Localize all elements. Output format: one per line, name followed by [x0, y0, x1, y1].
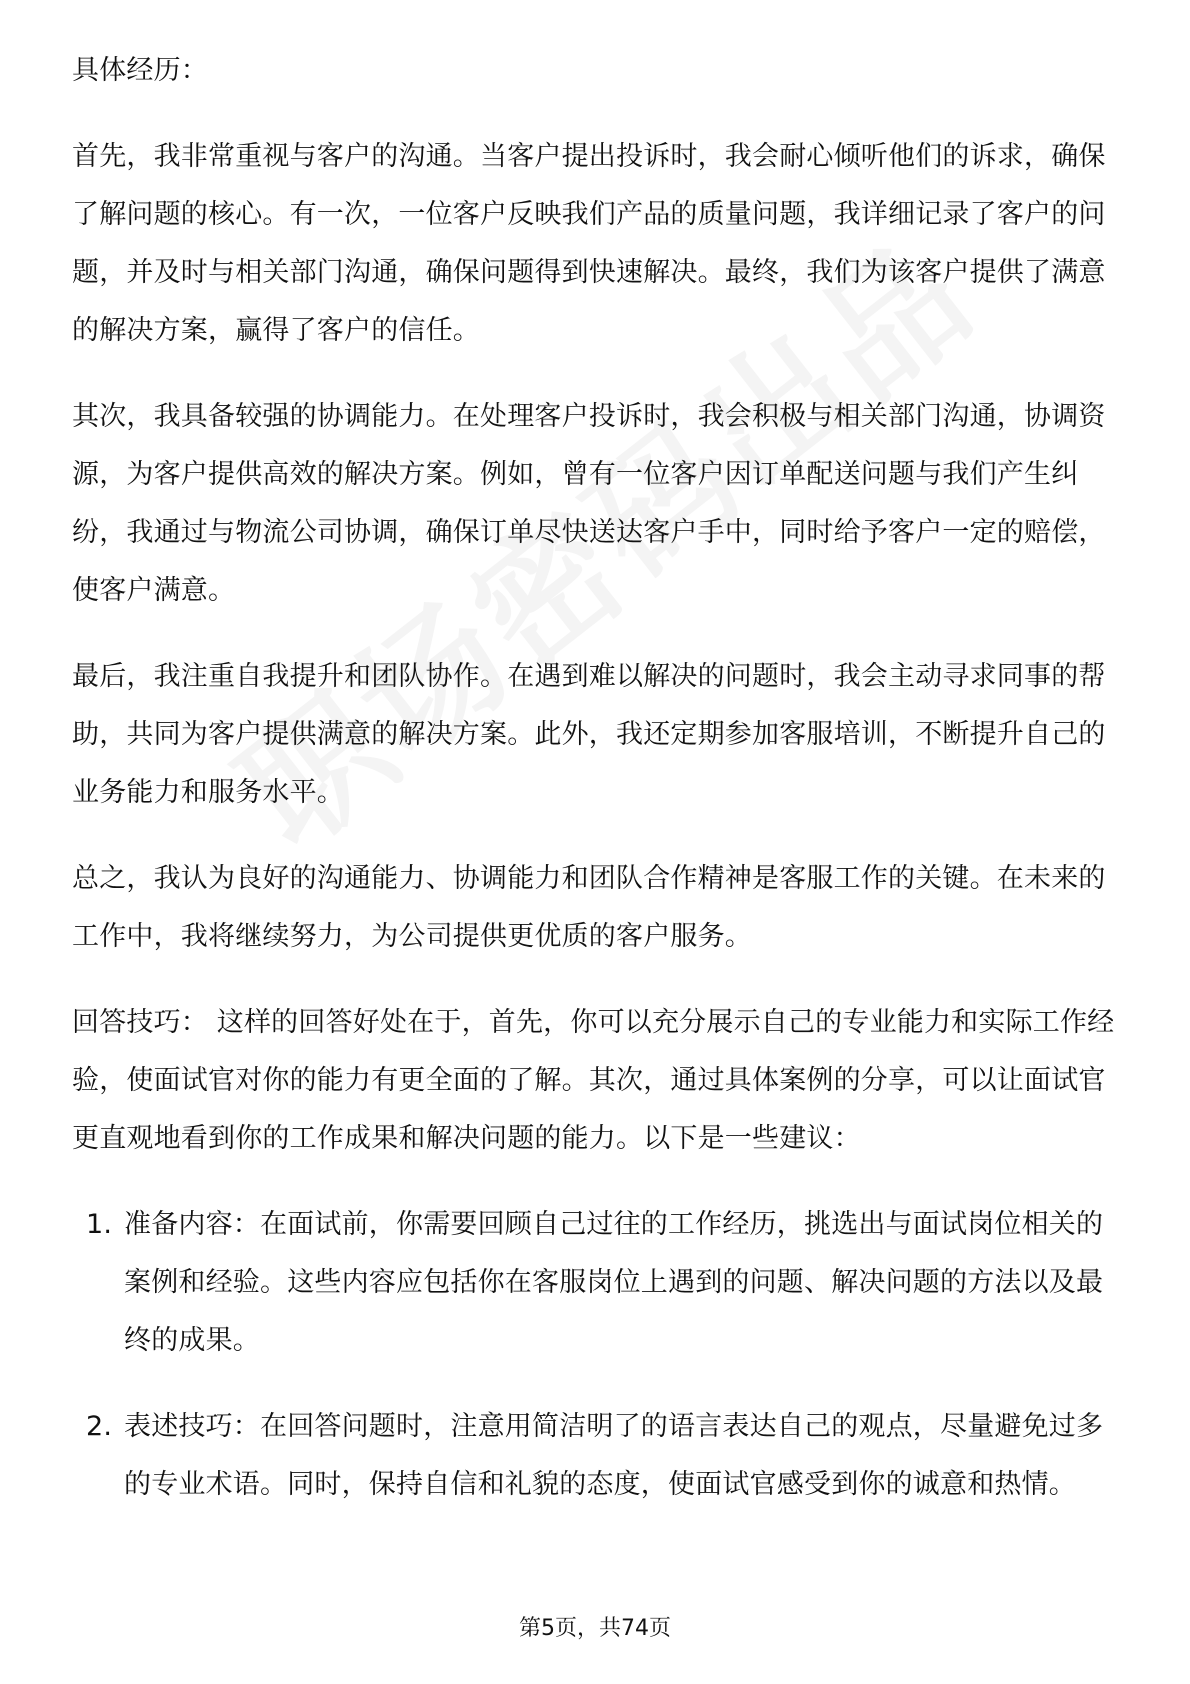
list-item-text: 准备内容：在面试前，你需要回顾自己过往的工作经历，挑选出与面试岗位相关的案例和经验。这些内容应包括你在客服岗位上遇到的问题、解决问题的方法以及最终的成果。 — [124, 1209, 1104, 1356]
list-item — [72, 1196, 1124, 1370]
section-heading: 具体经历： — [72, 55, 208, 86]
paragraph-answer-tips: 回答技巧： 这样的回答好处在于，首先，你可以充分展示自己的专业能力和实际工作经验，使面试官对你的能力有更全面的了解。其次，通过具体案例的分享，可以让面试官更直观地看到你的工作成果和解决问题的能力。以下是一些建议： — [72, 1007, 1115, 1154]
paragraph-self-improvement: 最后，我注重自我提升和团队协作。在遇到难以解决的问题时，我会主动寻求同事的帮助，共同为客户提供满意的解决方案。此外，我还定期参加客服培训，不断提升自己的业务能力和服务水平。 — [72, 661, 1106, 808]
list-item-number: 2. — [86, 1411, 113, 1442]
document-body — [72, 42, 1124, 1542]
paragraph-communication: 首先，我非常重视与客户的沟通。当客户提出投诉时，我会耐心倾听他们的诉求，确保了解问题的核心。有一次，一位客户反映我们产品的质量问题，我详细记录了客户的问题，并及时与相关部门沟通，确保问题得到快速解决。最终，我们为该客户提供了满意的解决方案，赢得了客户的信任。 — [72, 141, 1106, 346]
list-item-text: 表述技巧：在回答问题时，注意用简洁明了的语言表达自己的观点，尽量避免过多的专业术语。同时，保持自信和礼貌的态度，使面试官感受到你的诚意和热情。 — [124, 1411, 1104, 1500]
list-item — [72, 1398, 1124, 1514]
paragraph-coordination: 其次，我具备较强的协调能力。在处理客户投诉时，我会积极与相关部门沟通，协调资源，为客户提供高效的解决方案。例如，曾有一位客户因订单配送问题与我们产生纠纷，我通过与物流公司协调，确保订单尽快送达客户手中，同时给予客户一定的赔偿，使客户满意。 — [72, 401, 1106, 606]
paragraph-summary: 总之，我认为良好的沟通能力、协调能力和团队合作精神是客服工作的关键。在未来的工作中，我将继续努力，为公司提供更优质的客户服务。 — [72, 863, 1106, 952]
tips-list — [72, 1196, 1124, 1514]
page-footer: 第5页，共74页 — [519, 1616, 671, 1641]
list-item-number: 1. — [86, 1209, 113, 1240]
